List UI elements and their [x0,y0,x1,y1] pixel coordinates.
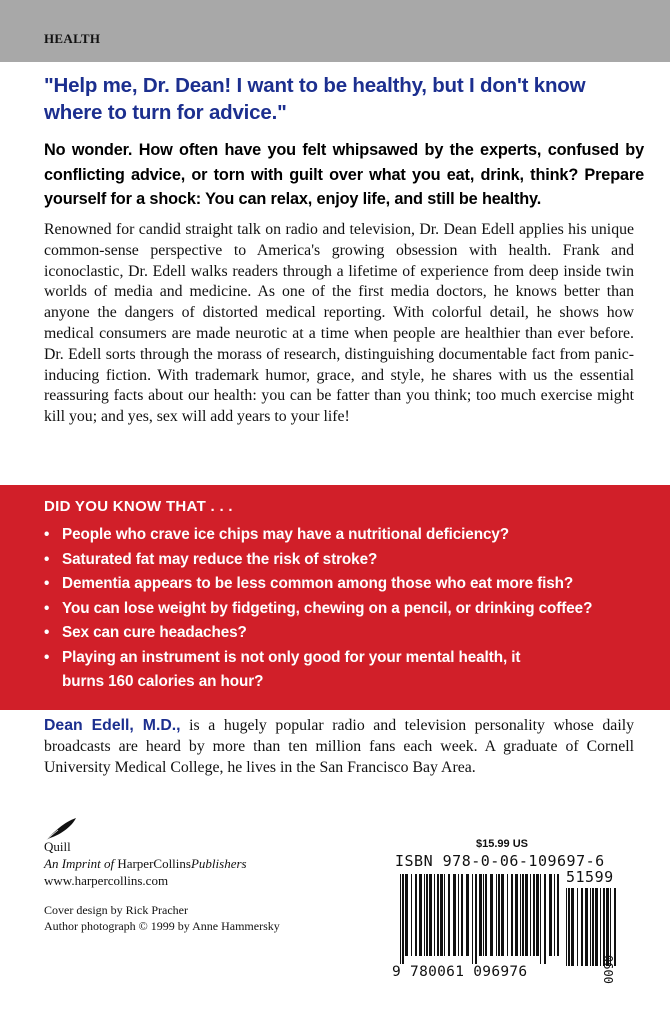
publisher-website: www.harpercollins.com [44,873,169,888]
author-bio-text: is a hugely popular radio and television personality whose daily broadcasts are heard by more than ten million fans each week. A graduate of Cornell University Medical College, he lives in the San Francisco Bay Area. [44,717,634,776]
book-description: Renowned for candid straight talk on radio and television, Dr. Dean Edell applies his unique common-sense perspective to America's growing obsession with health. Frank and iconoclastic, Dr. Edell walks readers through a lifetime of experience from deep inside twin worlds of media and medicine. As one of the first media doctors, he knows better than anyone the dangers of distorted medical reporting. With colorful detail, he shows how medical consumers are made neurotic at a time when people are healthier than ever before. Dr. Edell sorts through the morass of research, distinguishing documentable fact from panic-inducing fiction. With trademark humor, grace, and style, he shares with us the essential reassuring facts about our health: you can be fatter than you think; too much exercise might kill you; and yes, sex will add years to your life! [44,221,634,426]
fact-item: • You can lose weight by fidgeting, chewing on a pencil, or drinking coffee? [44,597,654,622]
bullet-icon: • [44,624,50,641]
author-photo-credit: Author photograph © 1999 by Anne Hammersky [44,919,280,933]
fact-item: • Dementia appears to be less common among those who eat more fish? [44,572,654,597]
lead-paragraph: No wonder. How often have you felt whipsawed by the experts, confused by conflicting advice, or torn with guilt over what you eat, drink, think? Prepare yourself for a shock: You can relax, enjoy life, and still be healthy. [44,141,644,208]
bullet-icon: • [44,599,50,617]
bullet-icon: • [44,575,50,592]
bullet-icon: • [44,526,50,543]
did-you-know-box [0,485,670,710]
pull-quote: "Help me, Dr. Dean! I want to be healthy, but I don't know where to turn for advice." [44,74,586,124]
publisher-imprint: An Imprint of HarperCollinsPublishers [44,856,247,871]
publisher-info [44,838,247,889]
category-label: HEALTH [44,31,101,46]
ean-digits: 9 780061 096976 [392,964,528,980]
vertical-code: 0600 [601,955,615,984]
bullet-icon: • [44,550,50,568]
fact-item: • People who crave ice chips may have a nutritional deficiency? [44,523,654,548]
price-label: $15.99 US [476,838,528,850]
isbn-label: ISBN 978-0-06-109697-6 [395,852,605,870]
credits [44,902,280,934]
author-name: Dean Edell, M.D., [44,717,181,734]
publisher-name: Quill [44,839,71,854]
fact-item: • Sex can cure headaches? [44,621,654,646]
ean-barcode-icon [400,874,560,964]
fact-item: • Saturated fat may reduce the risk of stroke? [44,548,654,573]
addon-digits: 51599 [566,868,614,886]
fact-list [44,523,654,695]
did-you-know-heading: DID YOU KNOW THAT . . . [44,498,233,515]
author-bio [44,715,634,778]
cover-design-credit: Cover design by Rick Pracher [44,903,188,917]
bullet-icon: • [44,648,50,666]
fact-item: • Playing an instrument is not only good for your mental health, it burns 160 calories an hour? [44,646,562,695]
category-bar [0,0,670,62]
